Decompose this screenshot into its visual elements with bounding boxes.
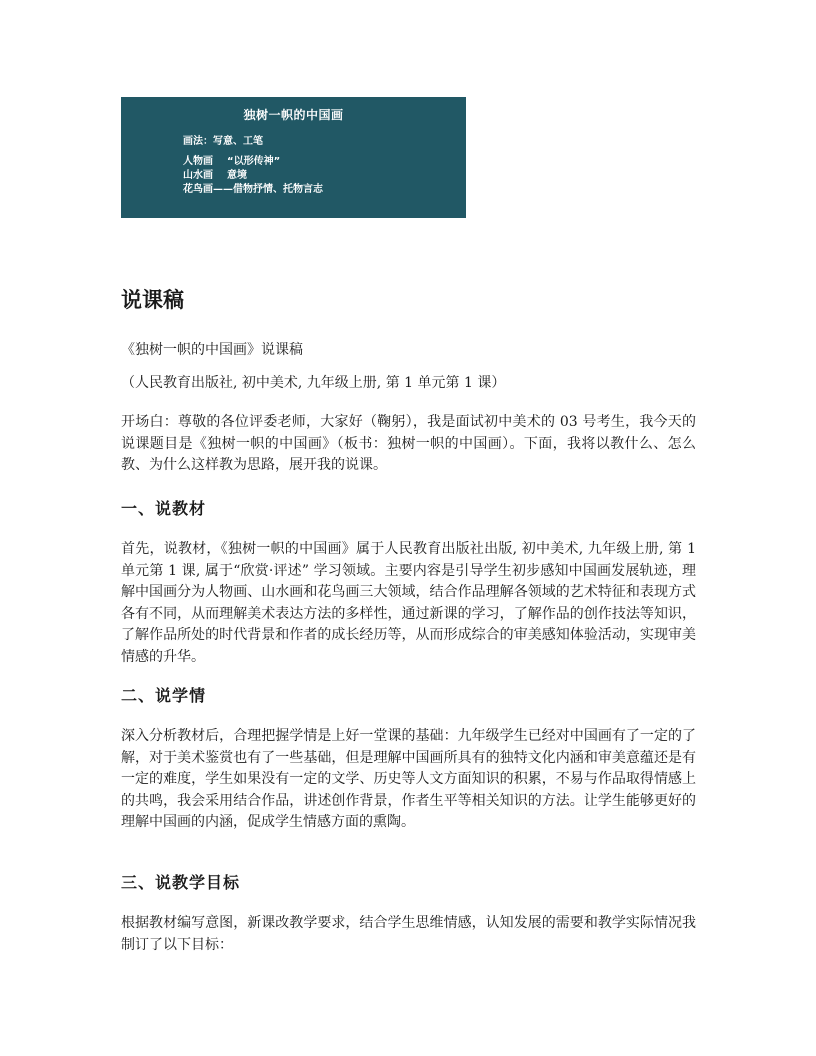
board-line-landscape — [183, 170, 247, 182]
board-title: 独树一帜的中国画 — [243, 108, 344, 122]
document-subtitle: 《独树一帜的中国画》说课稿 — [121, 342, 303, 358]
document-title: 说课稿 — [121, 288, 184, 312]
section-body-objectives: 根据教材编写意图，新课改教学要求，结合学生思维情感，认知发展的需要和教学实际情况我制订了以下目标： — [121, 915, 696, 953]
section-heading-students: 二、说学情 — [121, 686, 207, 705]
section-heading-textbook: 一、说教材 — [121, 499, 207, 518]
board-figure-desc: “以形传神” — [227, 156, 281, 167]
board-line-figure — [183, 156, 280, 168]
section-heading-objectives: 三、说教学目标 — [121, 873, 241, 892]
section-body-textbook: 首先，说教材，《独树一帜的中国画》属于人民教育出版社出版, 初中美术, 九年级上册, 第 1 单元第 1 课, 属于“欣赏·评述” 学习领域。主要内容是引导学生初步感知中国画发展轨迹，理解中国画分为人物画、山水画和花鸟画三大领域，结合作品理解各领域的艺术特征和表现方式各有不同，从而理解美术表达方法的多样性，通过新课的学习，了解作品的创作技法等知识，了解作品所处的时代背景和作者的成长经历等，从而形成综合的审美感知体验活动，实现审美情感的升华。 — [121, 541, 696, 665]
board-figure-label: 人物画 — [183, 156, 213, 167]
board-landscape-label: 山水画 — [183, 170, 213, 181]
opening-paragraph: 开场白：尊敬的各位评委老师，大家好（鞠躬），我是面试初中美术的 03 号考生，我今天的说课题目是《独树一帜的中国画》（板书：独树一帜的中国画）。下面，我将以教什么、怎么教、为什么这样教为思路，展开我的说课。 — [121, 414, 696, 473]
board-line-flower-bird: 花鸟画——借物抒情、托物言志 — [183, 184, 323, 195]
publisher-info: （人民教育出版社, 初中美术, 九年级上册, 第 1 单元第 1 课） — [121, 375, 506, 391]
board-landscape-desc: 意境 — [227, 170, 247, 181]
blackboard-image — [121, 97, 466, 218]
board-line-technique: 画法：写意、工笔 — [183, 136, 263, 147]
section-body-students: 深入分析教材后，合理把握学情是上好一堂课的基础：九年级学生已经对中国画有了一定的了解，对于美术鉴赏也有了一些基础，但是理解中国画所具有的独特文化内涵和审美意蕴还是有一定的难度，学生如果没有一定的文学、历史等人文方面知识的积累，不易与作品取得情感上的共鸣，我会采用结合作品，讲述创作背景，作者生平等相关知识的方法。让学生能够更好的理解中国画的内涵，促成学生情感方面的熏陶。 — [121, 728, 696, 830]
